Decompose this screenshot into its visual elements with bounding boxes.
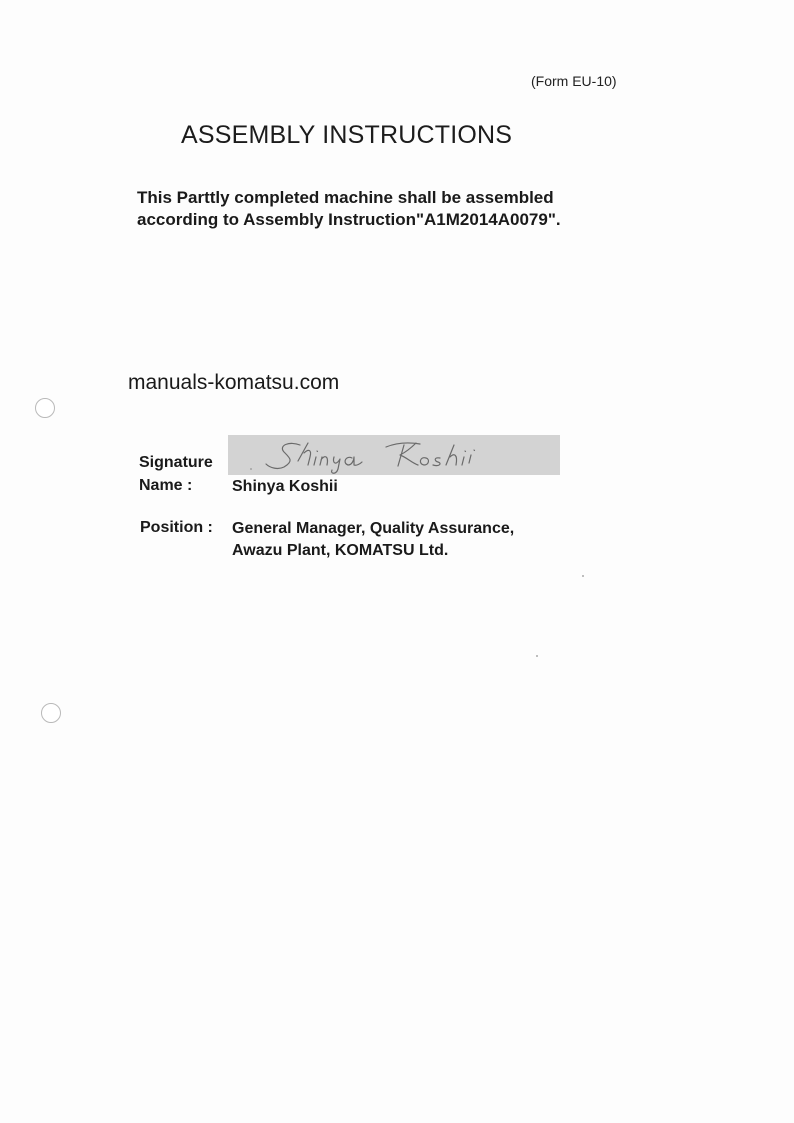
signature-label: Signature bbox=[139, 454, 213, 471]
signature-image bbox=[228, 435, 560, 475]
intro-line-2: according to Assembly Instruction"A1M2014A0079". bbox=[137, 210, 561, 229]
position-value bbox=[232, 518, 514, 562]
scan-speck bbox=[582, 575, 584, 577]
position-line-1: General Manager, Quality Assurance, bbox=[232, 520, 515, 537]
scan-speck bbox=[536, 655, 538, 657]
handwritten-signature bbox=[228, 435, 560, 475]
intro-paragraph bbox=[137, 187, 561, 231]
name-label: Name : bbox=[139, 477, 193, 494]
position-line-2: Awazu Plant, KOMATSU Ltd. bbox=[232, 542, 449, 559]
intro-line-1: This Parttly completed machine shall be assembled bbox=[137, 188, 554, 207]
punch-hole-icon bbox=[35, 398, 55, 418]
position-label: Position : bbox=[140, 519, 213, 536]
website-text: manuals-komatsu.com bbox=[128, 371, 340, 394]
name-value: Shinya Koshii bbox=[232, 478, 338, 495]
form-code: (Form EU-10) bbox=[531, 73, 617, 89]
punch-hole-icon bbox=[41, 703, 61, 723]
page-title: ASSEMBLY INSTRUCTIONS bbox=[181, 121, 513, 149]
